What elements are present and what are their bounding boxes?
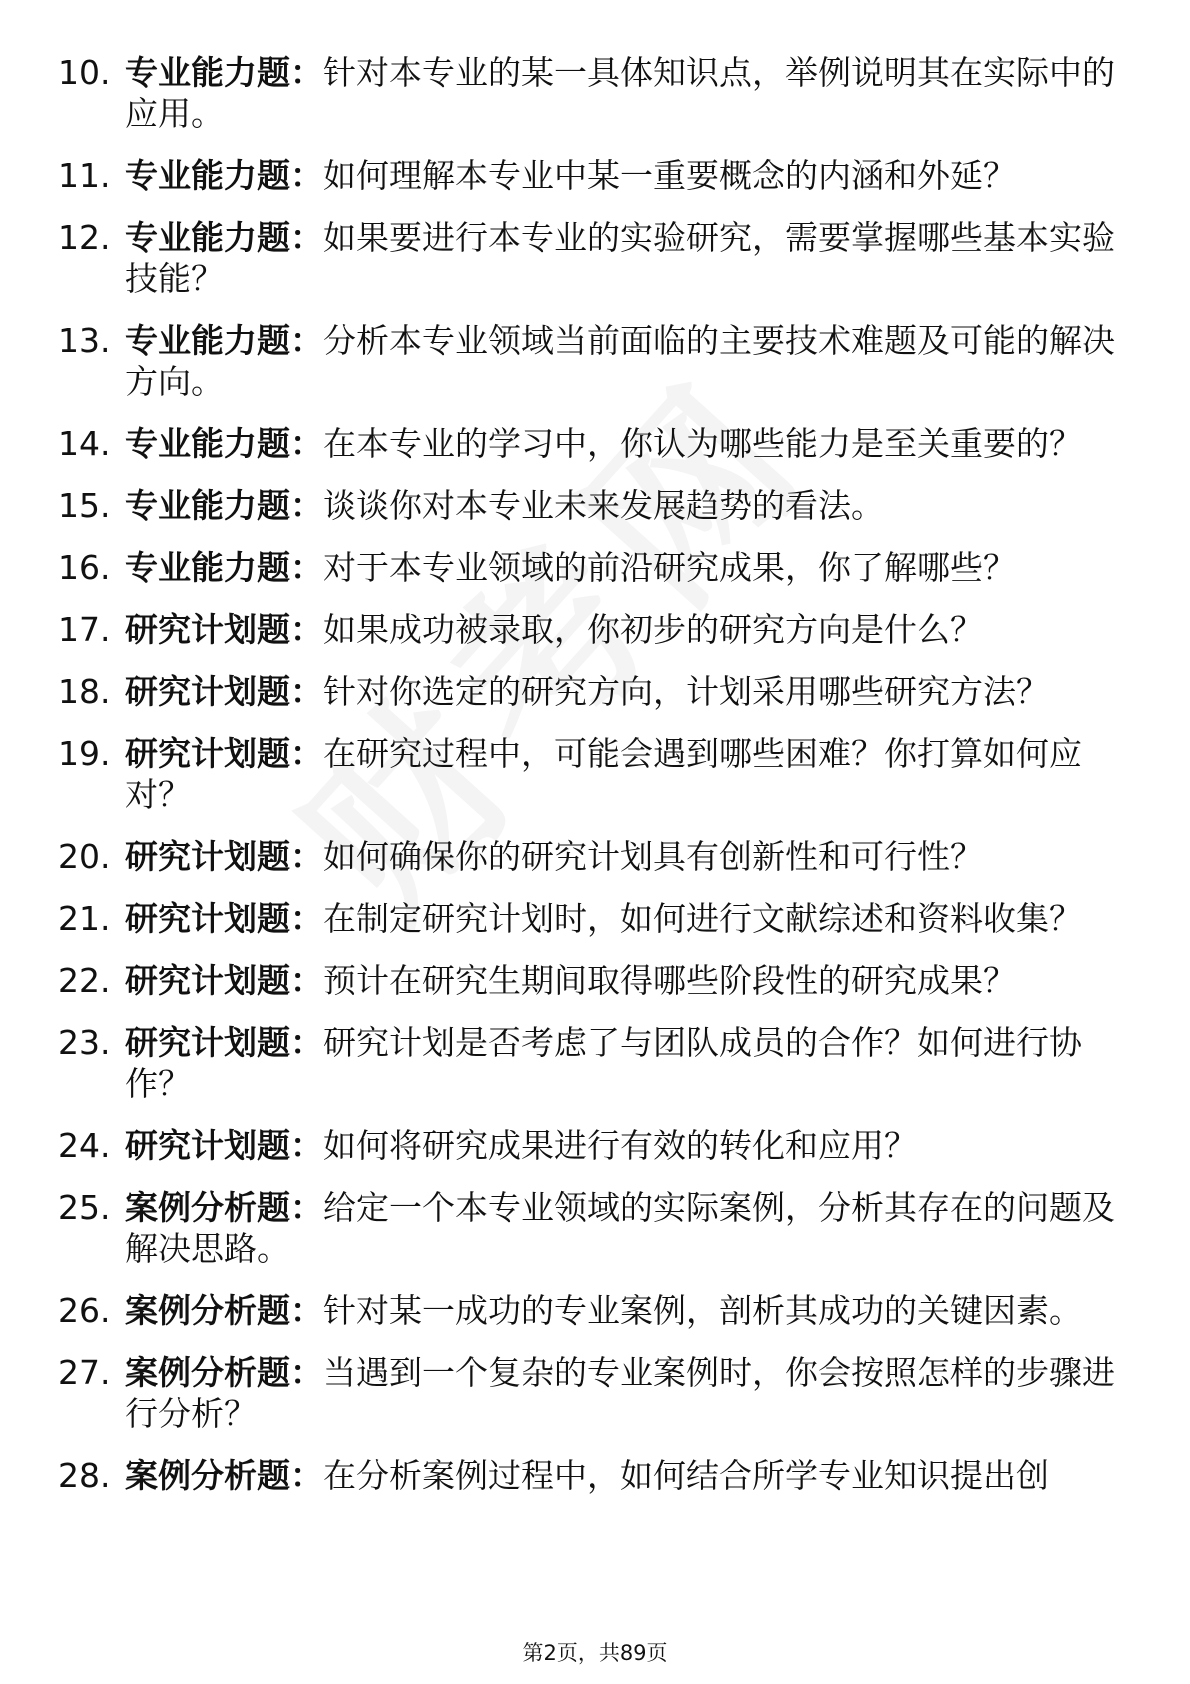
question-category: 研究计划题 bbox=[125, 610, 290, 649]
question-number: 11. bbox=[58, 156, 111, 195]
question-number: 20. bbox=[58, 837, 111, 876]
question-category: 研究计划题 bbox=[125, 672, 290, 711]
question-number: 25. bbox=[58, 1188, 111, 1227]
question-text: 如果成功被录取，你初步的研究方向是什么？ bbox=[323, 610, 983, 649]
question-body bbox=[125, 733, 1138, 815]
question-item bbox=[58, 1290, 1138, 1331]
page-footer: 第2页，共89页 bbox=[522, 1641, 668, 1665]
question-category: 专业能力题 bbox=[125, 548, 290, 587]
question-text: 给定一个本专业领域的实际案例，分析其存在的问题及解决思路。 bbox=[125, 1188, 1115, 1268]
question-item bbox=[58, 733, 1138, 815]
question-separator: ： bbox=[290, 218, 323, 257]
question-text: 如何确保你的研究计划具有创新性和可行性？ bbox=[323, 837, 983, 876]
question-text: 研究计划是否考虑了与团队成员的合作？如何进行协作？ bbox=[125, 1023, 1082, 1103]
question-item bbox=[58, 836, 1138, 877]
question-separator: ： bbox=[290, 548, 323, 587]
question-number: 27. bbox=[58, 1353, 111, 1392]
question-body bbox=[125, 1290, 1138, 1331]
question-item bbox=[58, 1455, 1138, 1496]
question-separator: ： bbox=[290, 424, 323, 463]
question-number: 13. bbox=[58, 321, 111, 360]
question-text: 对于本专业领域的前沿研究成果，你了解哪些？ bbox=[323, 548, 1016, 587]
question-separator: ： bbox=[290, 672, 323, 711]
question-number: 22. bbox=[58, 961, 111, 1000]
question-separator: ： bbox=[290, 53, 323, 92]
question-category: 专业能力题 bbox=[125, 321, 290, 360]
question-body bbox=[125, 1352, 1138, 1434]
question-text: 如果要进行本专业的实验研究，需要掌握哪些基本实验技能？ bbox=[125, 218, 1115, 298]
question-number: 26. bbox=[58, 1291, 111, 1330]
question-category: 研究计划题 bbox=[125, 1126, 290, 1165]
question-category: 专业能力题 bbox=[125, 424, 290, 463]
question-number: 23. bbox=[58, 1023, 111, 1062]
question-category: 研究计划题 bbox=[125, 961, 290, 1000]
question-item bbox=[58, 485, 1138, 526]
question-text: 在制定研究计划时，如何进行文献综述和资料收集？ bbox=[323, 899, 1082, 938]
question-text: 针对某一成功的专业案例，剖析其成功的关键因素。 bbox=[323, 1291, 1082, 1330]
question-separator: ： bbox=[290, 486, 323, 525]
question-text: 在本专业的学习中，你认为哪些能力是至关重要的？ bbox=[323, 424, 1082, 463]
question-separator: ： bbox=[290, 1353, 323, 1392]
question-category: 案例分析题 bbox=[125, 1456, 290, 1495]
question-category: 案例分析题 bbox=[125, 1291, 290, 1330]
question-body bbox=[125, 217, 1138, 299]
question-item bbox=[58, 155, 1138, 196]
question-category: 研究计划题 bbox=[125, 1023, 290, 1062]
question-separator: ： bbox=[290, 961, 323, 1000]
question-body bbox=[125, 671, 1138, 712]
question-body bbox=[125, 547, 1138, 588]
question-separator: ： bbox=[290, 1456, 323, 1495]
question-number: 16. bbox=[58, 548, 111, 587]
question-body bbox=[125, 485, 1138, 526]
question-text: 在分析案例过程中，如何结合所学专业知识提出创 bbox=[323, 1456, 1049, 1495]
question-separator: ： bbox=[290, 156, 323, 195]
question-body bbox=[125, 609, 1138, 650]
question-text: 谈谈你对本专业未来发展趋势的看法。 bbox=[323, 486, 884, 525]
question-item bbox=[58, 423, 1138, 464]
question-number: 21. bbox=[58, 899, 111, 938]
question-separator: ： bbox=[290, 321, 323, 360]
question-number: 24. bbox=[58, 1126, 111, 1165]
question-text: 当遇到一个复杂的专业案例时，你会按照怎样的步骤进行分析？ bbox=[125, 1353, 1115, 1433]
question-text: 分析本专业领域当前面临的主要技术难题及可能的解决方向。 bbox=[125, 321, 1115, 401]
question-number: 19. bbox=[58, 734, 111, 773]
question-body bbox=[125, 52, 1138, 134]
question-item bbox=[58, 1187, 1138, 1269]
question-separator: ： bbox=[290, 1291, 323, 1330]
question-text: 针对本专业的某一具体知识点，举例说明其在实际中的应用。 bbox=[125, 53, 1115, 133]
question-body bbox=[125, 960, 1138, 1001]
question-number: 17. bbox=[58, 610, 111, 649]
question-separator: ： bbox=[290, 1126, 323, 1165]
question-item bbox=[58, 609, 1138, 650]
question-number: 28. bbox=[58, 1456, 111, 1495]
question-separator: ： bbox=[290, 837, 323, 876]
question-number: 14. bbox=[58, 424, 111, 463]
question-body bbox=[125, 155, 1138, 196]
question-item bbox=[58, 1022, 1138, 1104]
question-item bbox=[58, 960, 1138, 1001]
question-item bbox=[58, 320, 1138, 402]
question-item bbox=[58, 898, 1138, 939]
question-item bbox=[58, 1352, 1138, 1434]
question-item bbox=[58, 547, 1138, 588]
question-category: 专业能力题 bbox=[125, 53, 290, 92]
question-category: 案例分析题 bbox=[125, 1188, 290, 1227]
question-category: 研究计划题 bbox=[125, 899, 290, 938]
question-separator: ： bbox=[290, 1023, 323, 1062]
question-category: 专业能力题 bbox=[125, 156, 290, 195]
question-category: 研究计划题 bbox=[125, 734, 290, 773]
question-body bbox=[125, 836, 1138, 877]
question-body bbox=[125, 1455, 1138, 1496]
question-text: 预计在研究生期间取得哪些阶段性的研究成果？ bbox=[323, 961, 1016, 1000]
question-number: 15. bbox=[58, 486, 111, 525]
question-text: 针对你选定的研究方向，计划采用哪些研究方法？ bbox=[323, 672, 1049, 711]
question-body bbox=[125, 898, 1138, 939]
question-separator: ： bbox=[290, 734, 323, 773]
question-item bbox=[58, 671, 1138, 712]
question-body bbox=[125, 1187, 1138, 1269]
question-separator: ： bbox=[290, 610, 323, 649]
question-body bbox=[125, 423, 1138, 464]
question-category: 专业能力题 bbox=[125, 218, 290, 257]
question-item bbox=[58, 1125, 1138, 1166]
question-list bbox=[58, 52, 1138, 1517]
question-separator: ： bbox=[290, 1188, 323, 1227]
question-number: 18. bbox=[58, 672, 111, 711]
question-category: 案例分析题 bbox=[125, 1353, 290, 1392]
question-item bbox=[58, 217, 1138, 299]
question-text: 如何将研究成果进行有效的转化和应用？ bbox=[323, 1126, 917, 1165]
question-text: 在研究过程中，可能会遇到哪些困难？你打算如何应对？ bbox=[125, 734, 1082, 814]
question-body bbox=[125, 1022, 1138, 1104]
question-body bbox=[125, 1125, 1138, 1166]
question-category: 研究计划题 bbox=[125, 837, 290, 876]
question-item bbox=[58, 52, 1138, 134]
question-body bbox=[125, 320, 1138, 402]
question-category: 专业能力题 bbox=[125, 486, 290, 525]
question-number: 10. bbox=[58, 53, 111, 92]
question-number: 12. bbox=[58, 218, 111, 257]
question-text: 如何理解本专业中某一重要概念的内涵和外延？ bbox=[323, 156, 1016, 195]
question-separator: ： bbox=[290, 899, 323, 938]
